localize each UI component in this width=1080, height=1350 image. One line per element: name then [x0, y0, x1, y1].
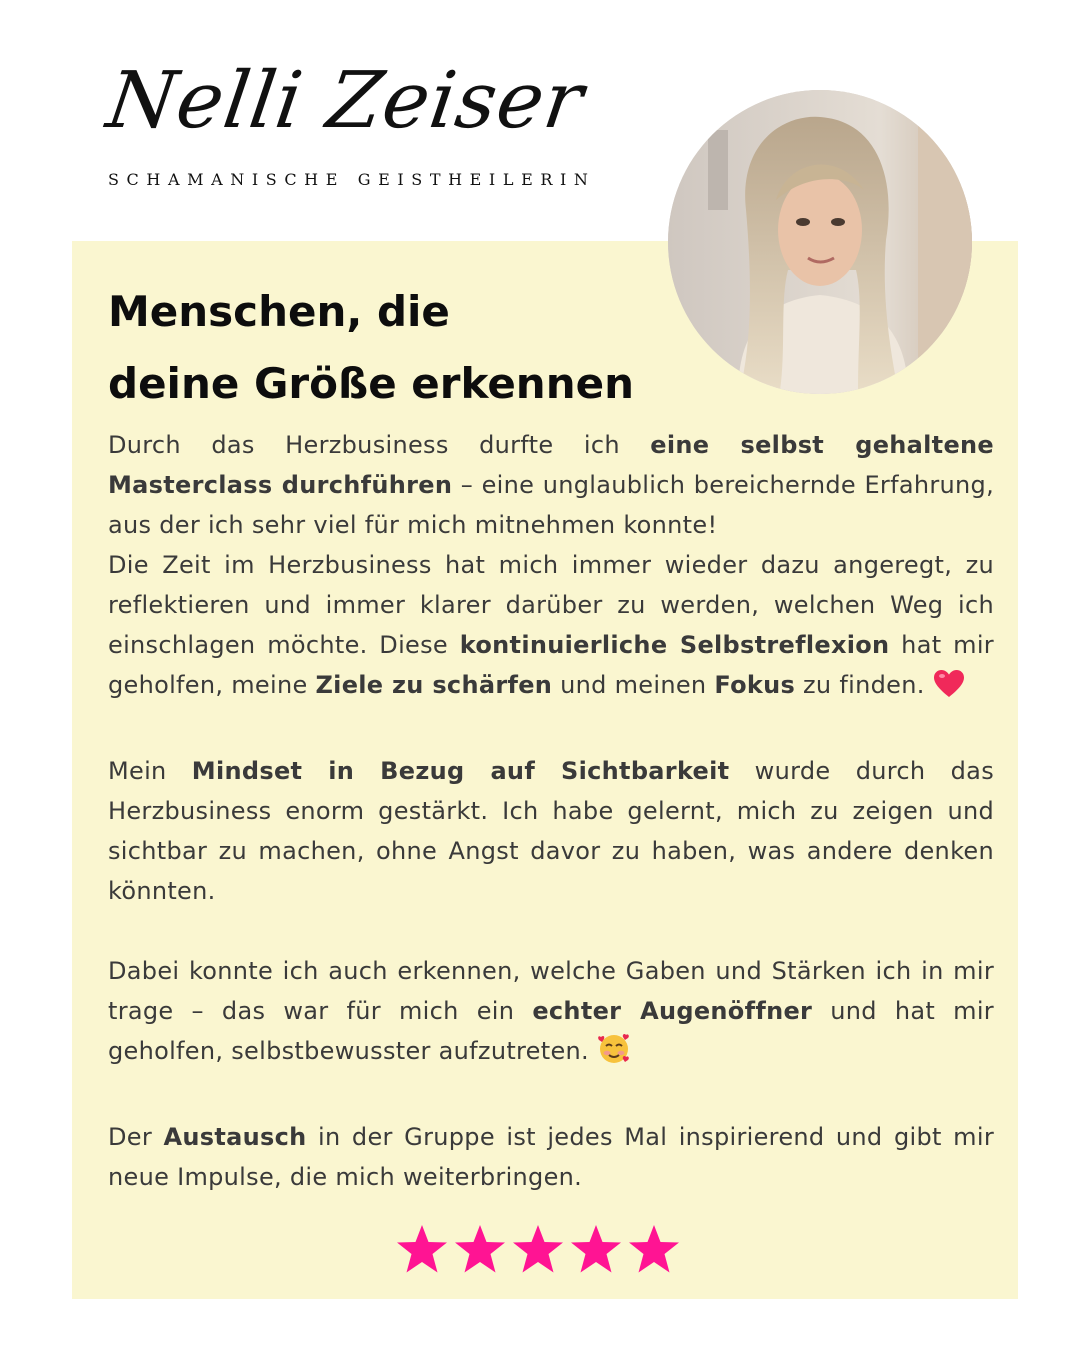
headline	[108, 276, 634, 420]
paragraph-selbstreflexion	[108, 545, 994, 711]
text-segment: Die Zeit im Herzbusiness hat mich immer wieder dazu angeregt, zu reflektieren und immer klarer darüber zu werden, welchen Weg ich einschlagen möchte. Diese	[108, 551, 994, 659]
headline-line-1: Menschen, die	[108, 287, 450, 336]
paragraph-augenoeffner	[108, 951, 994, 1077]
highlight-text: Ziele zu schärfen	[315, 671, 553, 699]
text-segment: zu finden.	[795, 671, 925, 699]
highlight-text: kontinuierliche Selbstreflexion	[459, 631, 890, 659]
testimonial-text	[108, 425, 994, 1197]
text-segment: – eine unglaublich bereichernde Erfahrung, aus der ich sehr viel für mich mitnehmen konnte!	[108, 471, 995, 539]
star-rating	[396, 1224, 680, 1274]
text-segment: Dabei konnte ich auch erkennen, welche Gaben und Stärken ich in mir trage – das war für mich ein	[108, 957, 994, 1025]
heart-emoji-icon	[933, 669, 965, 711]
star-icon	[628, 1224, 680, 1274]
portrait-photo	[668, 90, 972, 394]
highlight-text: Fokus	[714, 671, 796, 699]
highlight-text: Mindset in Bezug auf Sichtbarkeit	[191, 757, 730, 785]
headline-line-2: deine Größe erkennen	[108, 359, 634, 408]
star-icon	[512, 1224, 564, 1274]
text-segment: Durch das Herzbusiness durfte ich	[108, 431, 651, 459]
star-icon	[454, 1224, 506, 1274]
highlight-text: echter Augenöffner	[532, 997, 813, 1025]
text-segment: und hat mir geholfen, selbstbewusster aufzutreten.	[108, 997, 994, 1065]
text-segment: Der	[108, 1123, 164, 1151]
highlight-text: Austausch	[163, 1123, 307, 1151]
paragraph-masterclass	[108, 425, 994, 545]
star-icon	[570, 1224, 622, 1274]
text-segment: wurde durch das Herzbusiness enorm gestärkt. Ich habe gelernt, mich zu zeigen und sichtbar zu machen, ohne Angst davor zu haben, was andere denken könnten.	[108, 757, 994, 905]
smiling-face-with-hearts-emoji-icon	[597, 1031, 631, 1077]
paragraph-mindset	[108, 751, 994, 911]
paragraph-austausch	[108, 1117, 994, 1197]
brand-name: Nelli Zeiser	[101, 56, 590, 146]
star-icon	[396, 1224, 448, 1274]
text-segment: hat mir geholfen, meine	[108, 631, 994, 699]
text-segment: Mein	[108, 757, 192, 785]
text-segment: in der Gruppe ist jedes Mal inspirierend und gibt mir neue Impulse, die mich weiterbringen.	[108, 1123, 994, 1191]
highlight-text: eine selbst gehaltene Masterclass durchführen	[108, 431, 994, 499]
text-segment: und meinen	[552, 671, 715, 699]
brand-subtitle: SCHAMANISCHE GEISTHEILERIN	[108, 170, 596, 189]
